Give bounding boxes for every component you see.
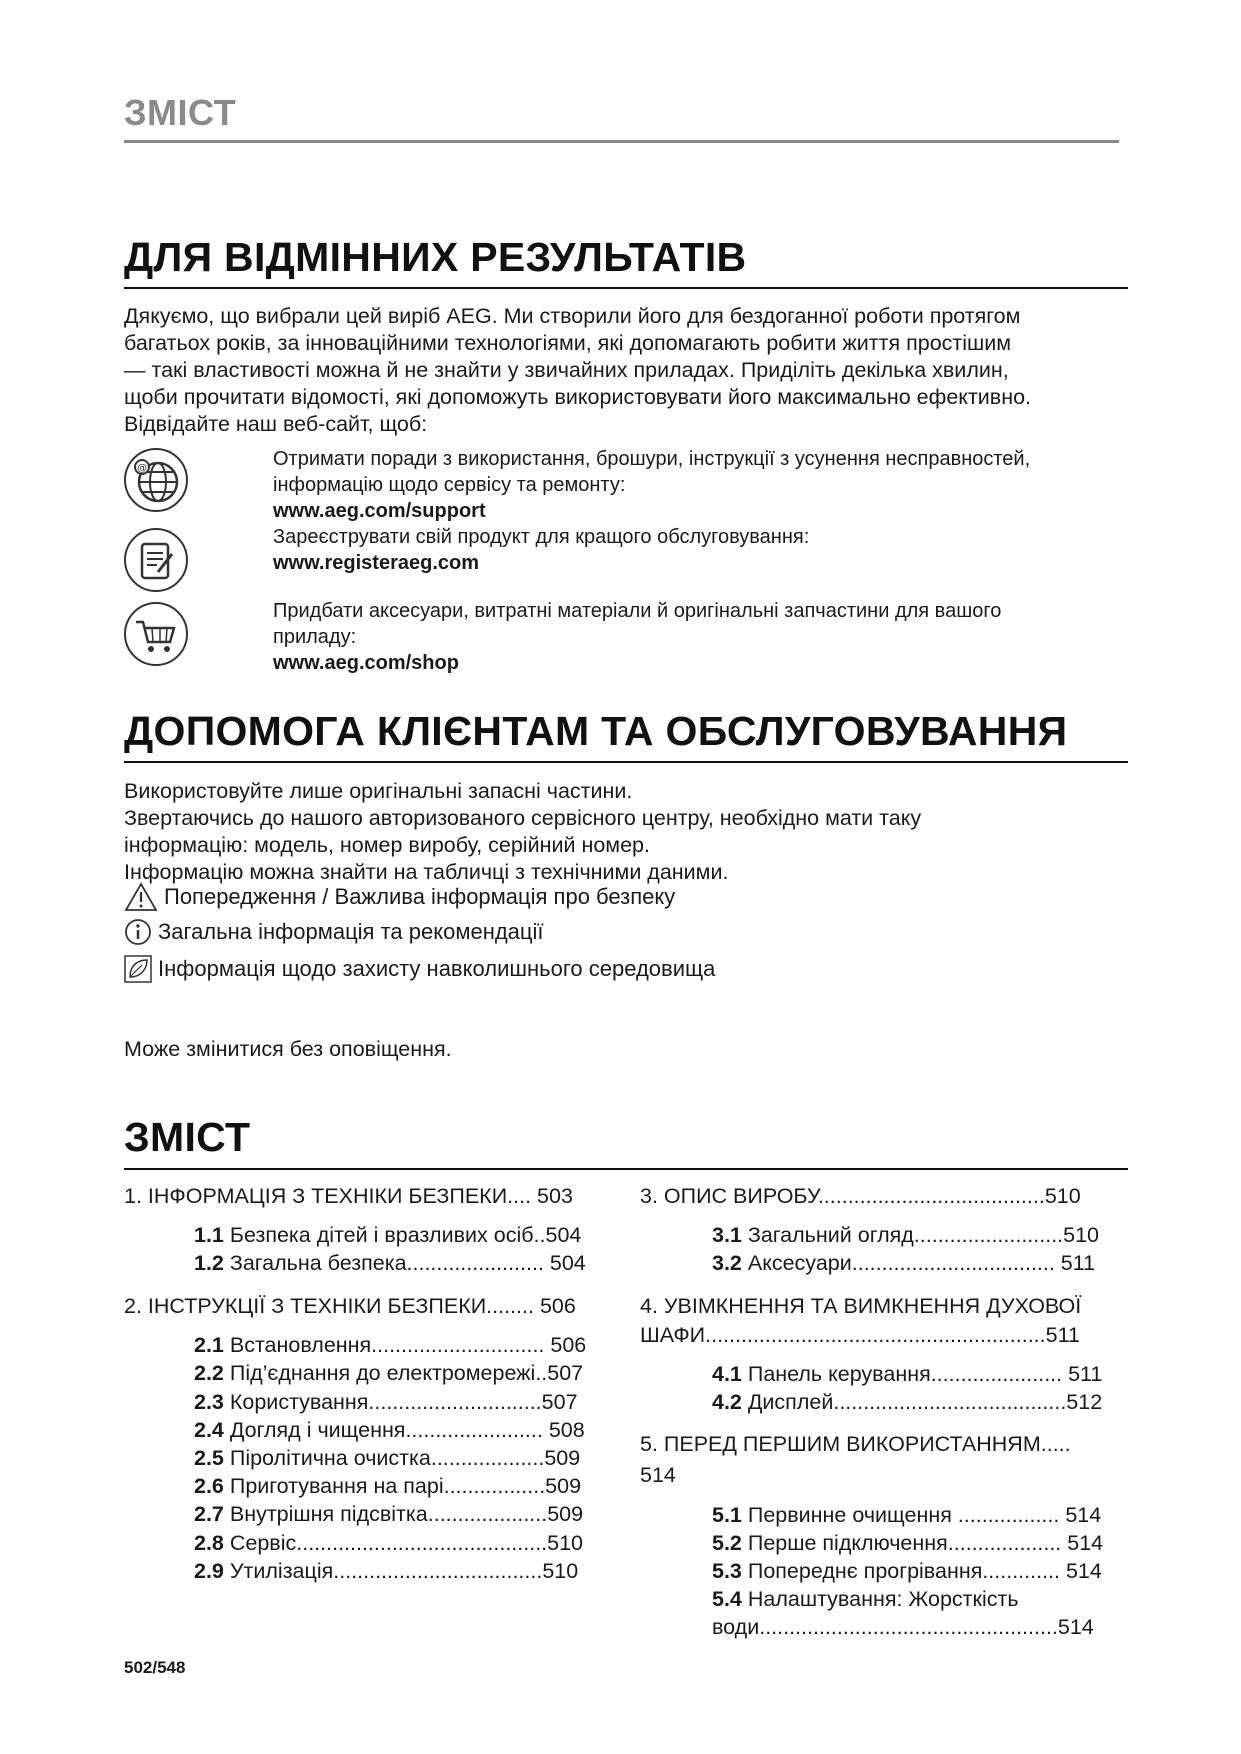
support-line: Звертаючись до нашого авторизованого сервісного центру, необхідно мати таку: [124, 806, 922, 830]
toc-item-text: Утилізація...................................510: [223, 1559, 579, 1583]
support-line: Використовуйте лише оригінальні запасні частини.: [124, 779, 633, 803]
info-text: Загальна інформація та рекомендації: [158, 919, 544, 944]
toc-item-text: Налаштування: Жорсткість: [741, 1587, 1019, 1611]
results-line: багатьох років, за інноваційними технологіями, які допомагають робити життя простішим: [124, 331, 1012, 355]
toc-item-text: Панель керування...................... 511: [741, 1362, 1103, 1386]
results-line: щоби прочитати відомості, які допоможуть використовувати його максимально ефективно.: [124, 385, 1032, 409]
toc-item-number: 2.2: [194, 1361, 224, 1385]
toc-item-text: Аксесуари.................................. 511: [741, 1251, 1096, 1275]
toc-item-text: Піролітична очистка...................509: [223, 1446, 581, 1470]
results-intro: [124, 303, 1134, 438]
toc-section[interactable]: 1. ІНФОРМАЦІЯ З ТЕХНІКИ БЕЗПЕКИ.... 503: [124, 1184, 573, 1208]
toc-item-number: 3.1: [712, 1223, 742, 1247]
support-line: Інформацію можна знайти на табличці з технічними даними.: [124, 860, 729, 884]
toc-item[interactable]: [194, 1502, 583, 1527]
toc-item[interactable]: [712, 1390, 1102, 1415]
toc-section-continued[interactable]: ШАФИ.........................................................511: [640, 1323, 1080, 1347]
svg-text:@: @: [137, 463, 147, 474]
toc-section[interactable]: 2. ІНСТРУКЦІЇ З ТЕХНІКИ БЕЗПЕКИ........ 506: [124, 1294, 576, 1318]
toc-item-text: Користування.............................507: [223, 1390, 578, 1414]
toc-item[interactable]: [712, 1503, 1101, 1528]
support-text-block: [124, 778, 1134, 886]
support-item: [273, 446, 1153, 524]
toc-item-text: Попереднє прогрівання............. 514: [741, 1559, 1102, 1583]
shop-item: [273, 598, 1153, 676]
toc-item-continued[interactable]: води..................................................514: [712, 1615, 1094, 1639]
toc-item[interactable]: [712, 1531, 1103, 1556]
toc-item-text: Безпека дітей і вразливих осіб..504: [223, 1223, 582, 1247]
support-text: інформацію щодо сервісу та ремонту:: [273, 474, 626, 496]
toc-item[interactable]: [712, 1587, 1019, 1612]
toc-item[interactable]: [712, 1362, 1102, 1387]
toc-item-number: 2.4: [194, 1418, 224, 1442]
results-line: Відвідайте наш веб-сайт, щоб:: [124, 412, 428, 436]
support-link[interactable]: www.aeg.com/support: [273, 500, 486, 522]
toc-item[interactable]: [194, 1251, 586, 1276]
register-document-icon: [122, 526, 190, 594]
environment-row: [124, 955, 715, 983]
toc-item-text: Догляд і чищення....................... 508: [223, 1418, 585, 1442]
toc-item-number: 5.4: [712, 1587, 742, 1611]
shop-text: приладу:: [273, 626, 357, 648]
header-rule: [124, 140, 1119, 143]
toc-item-number: 1.1: [194, 1223, 224, 1247]
results-line: Дякуємо, що вибрали цей виріб AEG. Ми створили його для бездоганної роботи протягом: [124, 304, 1021, 328]
toc-item[interactable]: [712, 1251, 1095, 1276]
register-item: [273, 524, 1153, 576]
support-text: Отримати поради з використання, брошури, інструкції з усунення несправностей,: [273, 448, 1031, 470]
toc-item[interactable]: [712, 1223, 1099, 1248]
info-icon: [124, 918, 152, 946]
shop-text: Придбати аксесуари, витратні матеріали й оригінальні запчастини для вашого: [273, 600, 1002, 622]
toc-item-number: 1.2: [194, 1251, 224, 1275]
toc-item-text: Первинне очищення ................. 514: [741, 1503, 1102, 1527]
shopping-cart-icon: [122, 600, 190, 668]
globe-icon: [122, 446, 190, 514]
toc-item-text: Внутрішня підсвітка....................509: [223, 1502, 584, 1526]
support-rule: [124, 761, 1128, 763]
toc-section[interactable]: 4. УВІМКНЕННЯ ТА ВИМКНЕННЯ ДУХОВОЇ: [640, 1294, 1082, 1318]
results-rule: [124, 287, 1128, 289]
toc-item-text: Загальний огляд.........................510: [741, 1223, 1100, 1247]
toc-item-text: Приготування на парі.................509: [223, 1474, 582, 1498]
toc-item-number: 5.2: [712, 1531, 742, 1555]
toc-item[interactable]: [194, 1418, 585, 1443]
toc-item-number: 2.8: [194, 1531, 224, 1555]
change-notice: Може змінитися без оповіщення.: [124, 1037, 452, 1061]
toc-item-text: Загальна безпека....................... 504: [223, 1251, 586, 1275]
toc-item[interactable]: [194, 1559, 578, 1584]
toc-item[interactable]: [712, 1559, 1102, 1584]
toc-item-number: 2.5: [194, 1446, 224, 1470]
environment-text: Інформація щодо захисту навколишнього середовища: [158, 956, 716, 981]
page-number: 502/548: [124, 1658, 186, 1677]
toc-item[interactable]: [194, 1333, 586, 1358]
toc-item-number: 5.1: [712, 1503, 742, 1527]
toc-rule: [124, 1168, 1128, 1170]
toc-item-text: Перше підключення................... 514: [741, 1531, 1104, 1555]
warning-text: Попередження / Важлива інформація про безпеку: [164, 884, 676, 909]
toc-item[interactable]: [194, 1531, 583, 1556]
register-link[interactable]: www.registeraeg.com: [273, 552, 479, 574]
toc-item[interactable]: [194, 1446, 580, 1471]
toc-item-text: Дисплей.......................................512: [741, 1390, 1103, 1414]
toc-item[interactable]: [194, 1474, 581, 1499]
toc-item-text: Встановлення............................. 506: [223, 1333, 587, 1357]
warning-icon: [124, 882, 158, 912]
toc-heading: ЗМІСТ: [124, 1114, 251, 1160]
support-heading: ДОПОМОГА КЛІЄНТАМ ТА ОБСЛУГОВУВАННЯ: [124, 708, 1068, 754]
results-line: — такі властивості можна й не знайти у звичайних приладах. Приділіть декілька хвилин,: [124, 358, 1009, 382]
toc-item-number: 2.1: [194, 1333, 224, 1357]
warning-row: [124, 882, 675, 912]
toc-section[interactable]: 3. ОПИС ВИРОБУ......................................510: [640, 1184, 1081, 1208]
toc-item-number: 4.2: [712, 1390, 742, 1414]
toc-item-text: Сервіс..........................................510: [223, 1531, 584, 1555]
toc-item-number: 2.6: [194, 1474, 224, 1498]
toc-item-number: 4.1: [712, 1362, 742, 1386]
info-row: [124, 918, 544, 946]
toc-item[interactable]: [194, 1361, 583, 1386]
leaf-icon: [124, 955, 152, 983]
toc-item-number: 2.3: [194, 1390, 224, 1414]
toc-section[interactable]: 5. ПЕРЕД ПЕРШИМ ВИКОРИСТАННЯМ.....: [640, 1432, 1071, 1456]
results-heading: ДЛЯ ВІДМІННИХ РЕЗУЛЬТАТІВ: [124, 234, 747, 280]
page-header-title: ЗМІСТ: [124, 92, 237, 133]
toc-item-text: Під’єднання до електромережі..507: [223, 1361, 584, 1385]
toc-item-number: 3.2: [712, 1251, 742, 1275]
toc-item-number: 2.9: [194, 1559, 224, 1583]
toc-section-continued[interactable]: 514: [640, 1463, 676, 1487]
toc-item-number: 5.3: [712, 1559, 742, 1583]
register-text: Зареєструвати свій продукт для кращого обслуговування:: [273, 526, 810, 548]
toc-item[interactable]: [194, 1390, 578, 1415]
toc-item-number: 2.7: [194, 1502, 224, 1526]
shop-link[interactable]: www.aeg.com/shop: [273, 652, 459, 674]
toc-item[interactable]: [194, 1223, 581, 1248]
support-line: інформацію: модель, номер виробу, серійний номер.: [124, 833, 650, 857]
